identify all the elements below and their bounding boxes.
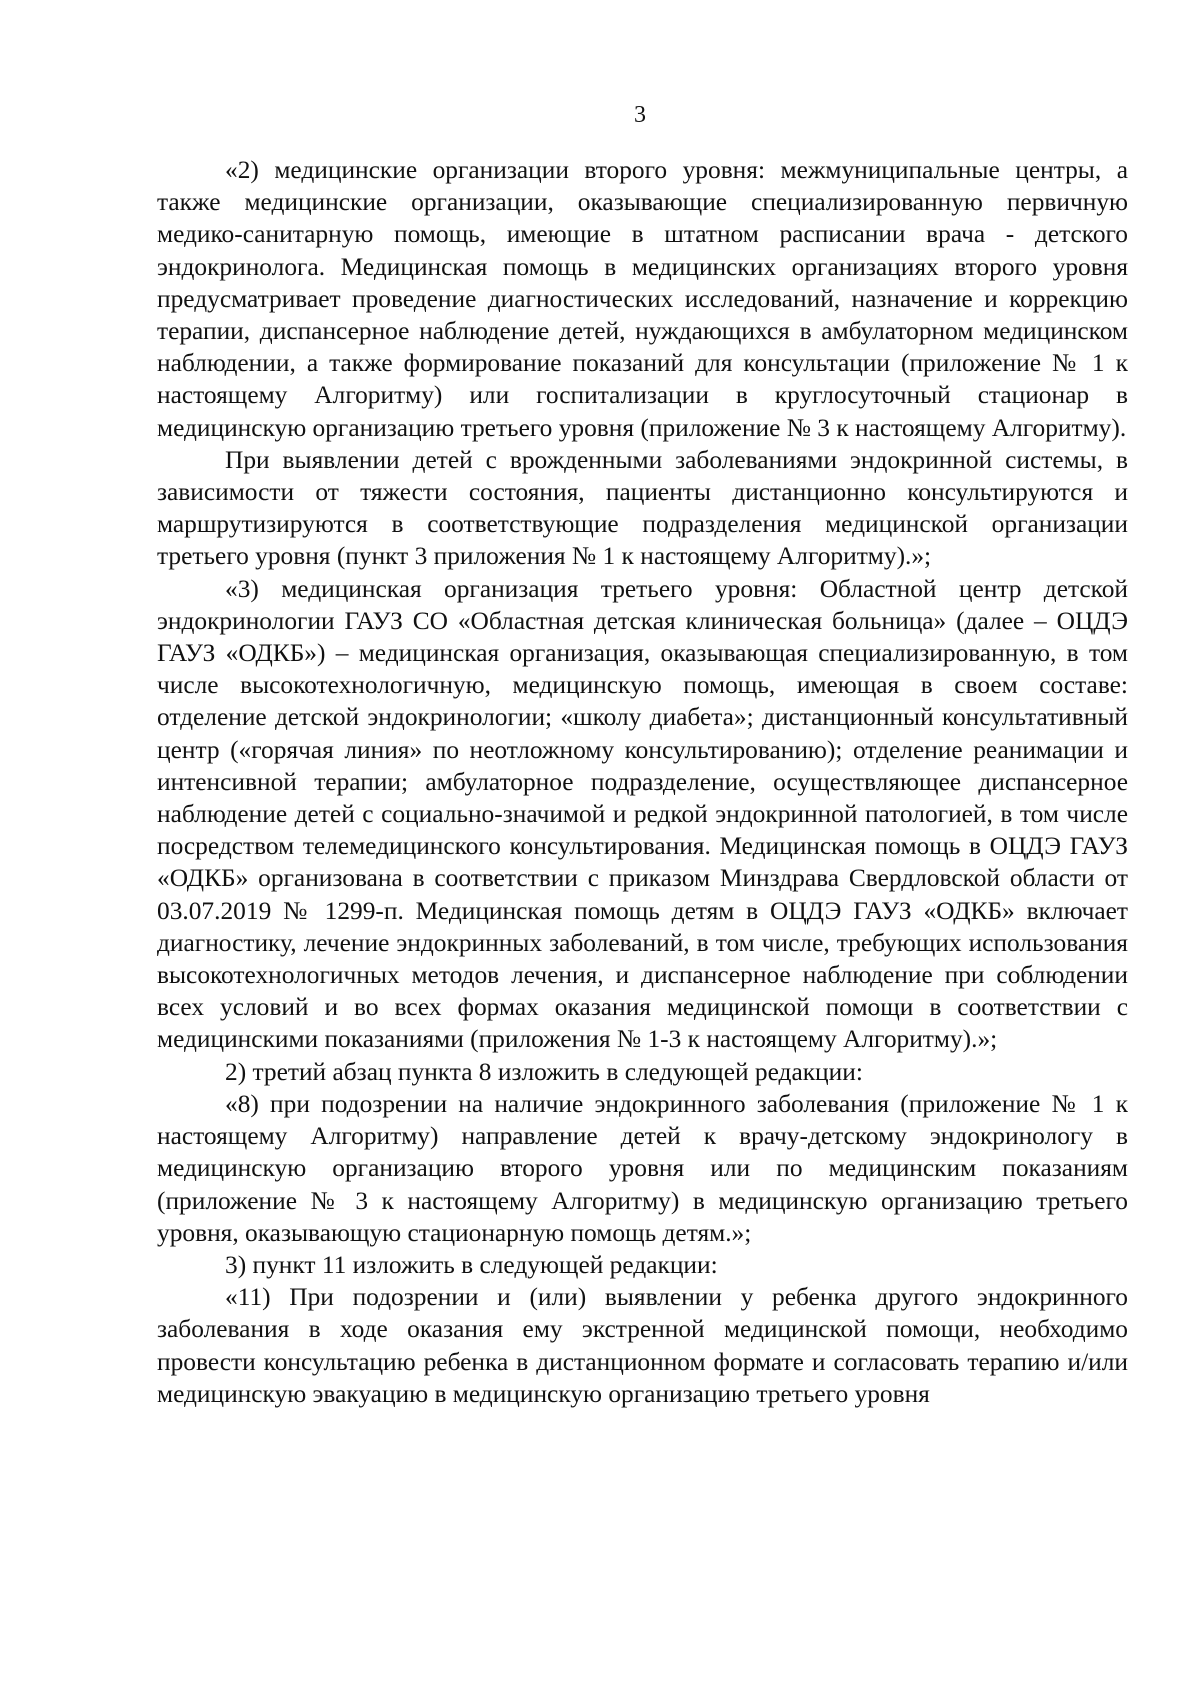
page-number: 3 [634, 102, 646, 128]
paragraph-congenital-diseases-routing: При выявлении детей с врожденными заболеваниями эндокринной системы, в зависимости от тяжести состояния, пациенты дистанционно консультируются и маршрутизируются в соответствующие подразделения медицинской организации третьего уровня (пункт 3 приложения № 1 к настоящему Алгоритму).»; [157, 445, 1128, 571]
paragraph-third-level-organization: «3) медицинская организация третьего уровня: Областной центр детской эндокринологии ГАУЗ СО «Областная детская клиническая больница» (далее – ОЦДЭ ГАУЗ «ОДКБ») – медицинская организация, оказывающая специализированную, в том числе высокотехнологичную, медицинскую помощь, имеющая в своем составе: отделение детской эндокринологии; «школу диабета»; дистанционный консультативный центр («горячая линия» по неотложному консультированию); отделение реанимации и интенсивной терапии; амбулаторное подразделение, осуществляющее диспансерное наблюдение детей с социально-значимой и редкой эндокринной патологией, в том числе посредством телемедицинского консультирования. Медицинская помощь в ОЦДЭ ГАУЗ «ОДКБ» организована в соответствии с приказом Минздрава Свердловской области от 03.07.2019 № 1299-п. Медицинская помощь детям в ОЦДЭ ГАУЗ «ОДКБ» включает диагностику, лечение эндокринных заболеваний, в том числе, требующих использования высокотехнологичных методов лечения, и диспансерное наблюдение при соблюдении всех условий и во всех формах оказания медицинской помощи в соответствии с медицинскими показаниями (приложения № 1-3 к настоящему Алгоритму).»; [157, 574, 1128, 1054]
paragraph-item-8-text: «8) при подозрении на наличие эндокринного заболевания (приложение № 1 к настоящему Алгоритму) направление детей к врачу-детскому эндокринологу в медицинскую организацию второго уровня или по медицинским показаниям (приложение № 3 к настоящему Алгоритму) в медицинскую организацию третьего уровня, оказывающую стационарную помощь детям.»; [157, 1089, 1128, 1247]
paragraph-second-level-organizations: «2) медицинские организации второго уровня: межмуниципальные центры, а также медицинские организации, оказывающие специализированную первичную медико-санитарную помощь, имеющие в штатном расписании врача - детского эндокринолога. Медицинская помощь в медицинских организациях второго уровня предусматривает проведение диагностических исследований, назначение и коррекцию терапии, диспансерное наблюдение детей, нуждающихся в амбулаторном медицинском наблюдении, а также формирование показаний для консультации (приложение № 1 к настоящему Алгоритму) или госпитализации в круглосуточный стационар в медицинскую организацию третьего уровня (приложение № 3 к настоящему Алгоритму). [157, 156, 1128, 442]
document-body [157, 154, 1128, 1410]
paragraph-amendment-item-11-intro: 3) пункт 11 изложить в следующей редакции: [225, 1250, 718, 1279]
paragraph-amendment-item-8-intro: 2) третий абзац пункта 8 изложить в следующей редакции: [225, 1057, 863, 1086]
paragraph-item-11-text: «11) При подозрении и (или) выявлении у ребенка другого эндокринного заболевания в ходе оказания ему экстренной медицинской помощи, необходимо провести консультацию ребенка в дистанционном формате и согласовать терапию и/или медицинскую эвакуацию в медицинскую организацию третьего уровня [157, 1283, 1128, 1408]
